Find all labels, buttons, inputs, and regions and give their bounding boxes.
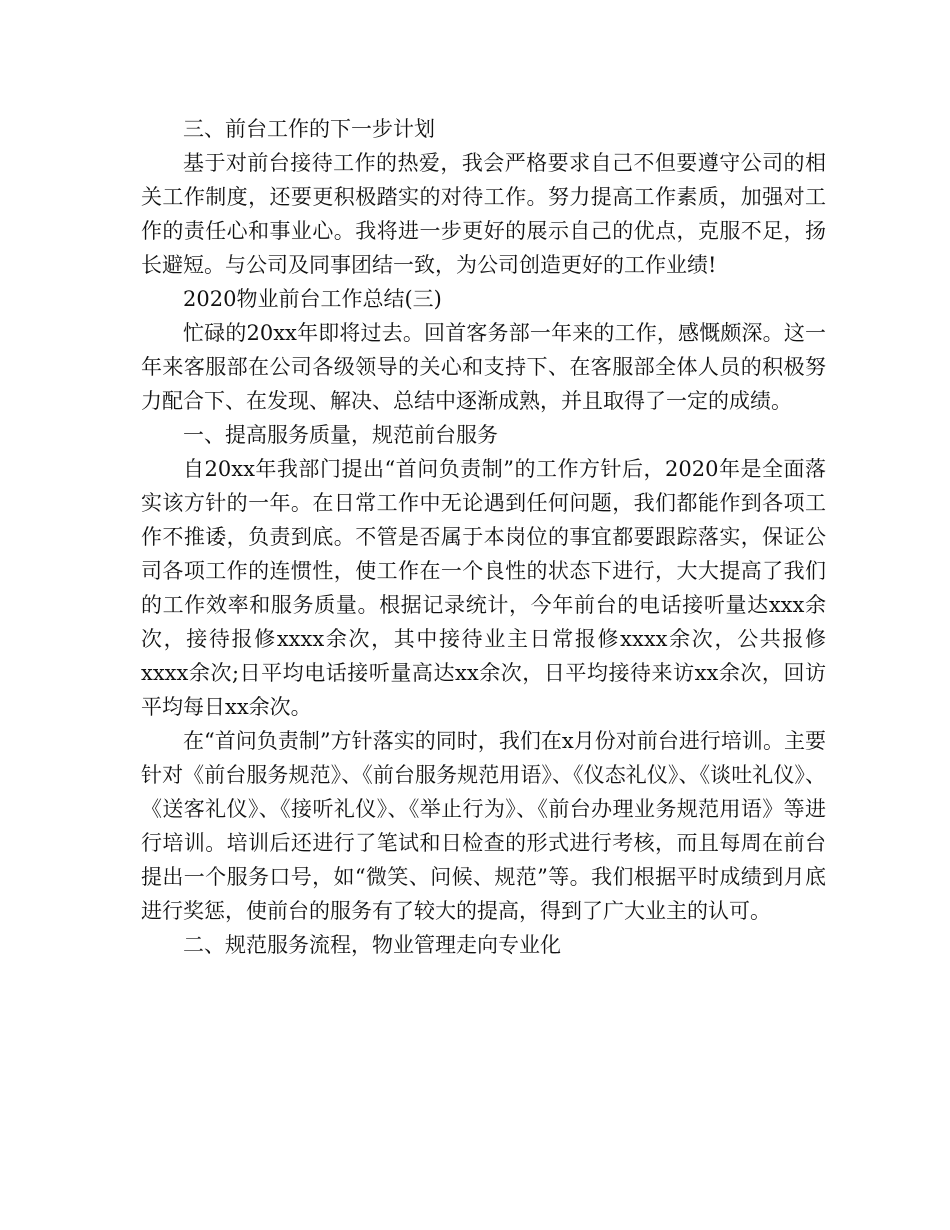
document-body <box>141 112 826 962</box>
paragraph-intro: 忙碌的20xx年即将过去。回首客务部一年来的工作，感慨颇深。这一年来客服部在公司各级领导的关心和支持下、在客服部全体人员的积极努力配合下、在发现、解决、总结中逐渐成熟，并且取得了一定的成绩。 <box>141 321 826 413</box>
document-subtitle: 2020物业前台工作总结(三) <box>183 287 442 311</box>
paragraph-training: 在“首问负责制”方针落实的同时，我们在x月份对前台进行培训。主要针对《前台服务规范》、《前台服务规范用语》、《仪态礼仪》、《谈吐礼仪》、《送客礼仪》、《接听礼仪》、《举止行为》、《前台办理业务规范用语》等进行培训。培训后还进行了笔试和日检查的形式进行考核，而且每周在前台提出一个服务口号，如“微笑、问候、规范”等。我们根据平时成绩到月底进行奖惩，使前台的服务有了较大的提高，得到了广大业主的认可。 <box>141 729 826 923</box>
paragraph-next-plan: 基于对前台接待工作的热爱，我会严格要求自己不但要遵守公司的相关工作制度，还要更积极踏实的对待工作。努力提高工作素质，加强对工作的责任心和事业心。我将进一步更好的展示自己的优点，克服不足，扬长避短。与公司及同事团结一致，为公司创造更好的工作业绩! <box>141 151 826 277</box>
section-heading-next-plan: 三、前台工作的下一步计划 <box>183 117 435 141</box>
section-heading-service-process: 二、规范服务流程，物业管理走向专业化 <box>183 933 561 957</box>
section-heading-service-quality: 一、提高服务质量，规范前台服务 <box>183 423 498 447</box>
paragraph-service-quality: 自20xx年我部门提出“首问负责制”的工作方针后，2020年是全面落实该方针的一年。在日常工作中无论遇到任何问题，我们都能作到各项工作不推诿，负责到底。不管是否属于本岗位的事宜都要跟踪落实，保证公司各项工作的连惯性，使工作在一个良性的状态下进行，大大提高了我们的工作效率和服务质量。根据记录统计，今年前台的电话接听量达xxx余次，接待报修xxxx余次，其中接待业主日常报修xxxx余次，公共报修xxxx余次;日平均电话接听量高达xx余次，日平均接待来访xx余次，回访平均每日xx余次。 <box>141 457 826 719</box>
